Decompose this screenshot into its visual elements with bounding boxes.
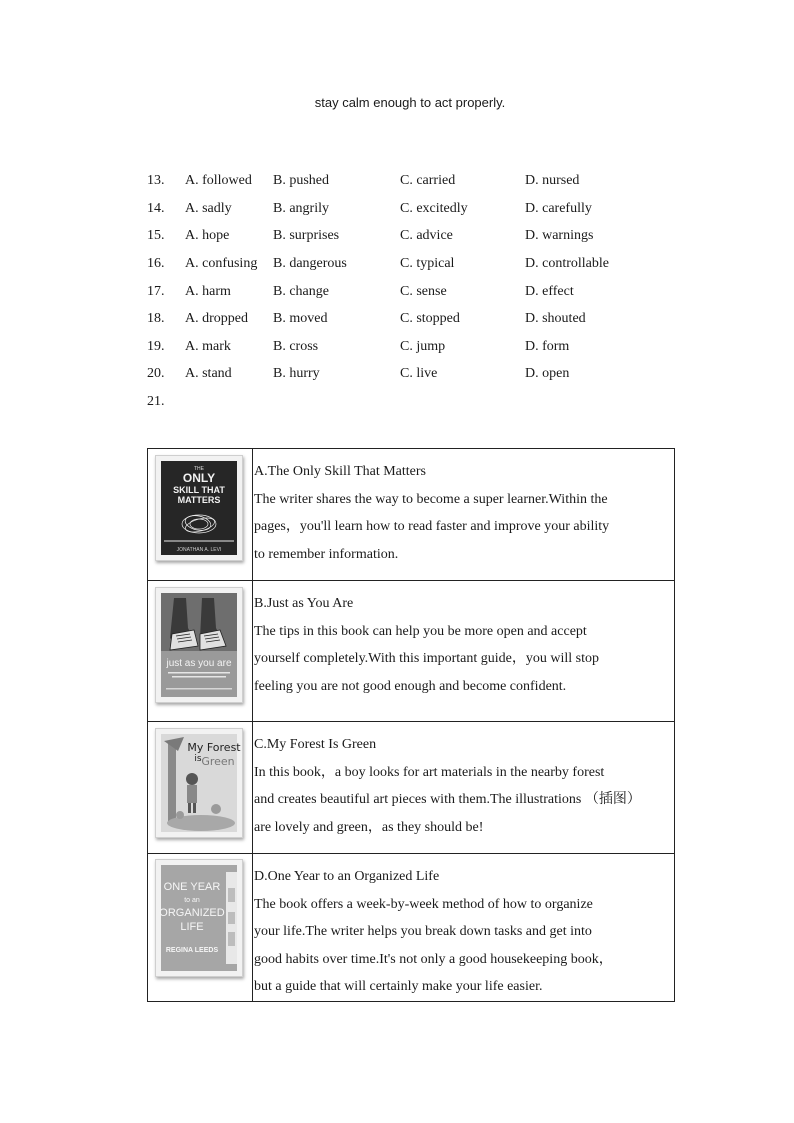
book-title: A.The Only Skill That Matters bbox=[254, 464, 426, 479]
book-description-line: your life.The writer helps you break down tasks and get into bbox=[254, 924, 592, 940]
book-description-line: The tips in this book can help you be more open and accept bbox=[254, 623, 587, 639]
option-d: D. warnings bbox=[525, 228, 594, 243]
question-number: 21. bbox=[147, 394, 165, 409]
option-a: A. stand bbox=[185, 366, 232, 381]
book-description-line: but a guide that will certainly make your life easier. bbox=[254, 979, 543, 995]
book-description-line: to remember information. bbox=[254, 546, 399, 562]
option-c: C. excitedly bbox=[400, 201, 468, 216]
book-description-line: pages，you'll learn how to read faster and improve your ability bbox=[254, 519, 610, 535]
book-description-line: The book offers a week-by-week method of how to organize bbox=[254, 896, 593, 912]
option-d: D. shouted bbox=[525, 311, 586, 326]
option-a: A. hope bbox=[185, 228, 230, 243]
book-description-line: feeling you are not good enough and become confident. bbox=[254, 678, 567, 694]
option-c: C. carried bbox=[400, 173, 456, 188]
question-number: 16. bbox=[147, 256, 165, 271]
book-description-line: and creates beautiful art pieces with them.The illustrations （插图） bbox=[254, 792, 641, 808]
question-number: 15. bbox=[147, 228, 165, 243]
option-b: B. change bbox=[273, 284, 329, 299]
book-cover-cell bbox=[148, 449, 253, 581]
option-d: D. nursed bbox=[525, 173, 580, 188]
cover-text: is bbox=[194, 754, 202, 764]
option-d: D. effect bbox=[525, 284, 574, 299]
option-c: C. stopped bbox=[400, 311, 460, 326]
option-c: C. typical bbox=[400, 256, 455, 271]
book-title: C.My Forest Is Green bbox=[254, 737, 377, 752]
book-row bbox=[148, 854, 675, 1002]
book-description-line: yourself completely.With this important guide，you will stop bbox=[254, 651, 599, 667]
question-number: 13. bbox=[147, 173, 165, 188]
question-number: 14. bbox=[147, 201, 165, 216]
option-b: B. cross bbox=[273, 339, 319, 354]
book-cover-cell bbox=[148, 854, 253, 1002]
cover-text: ONLY bbox=[182, 471, 216, 485]
option-a: A. dropped bbox=[185, 311, 248, 326]
book-description-line: are lovely and green，as they should be! bbox=[254, 819, 484, 835]
option-b: B. surprises bbox=[273, 228, 340, 243]
cover-text: ONE YEAR bbox=[163, 881, 221, 893]
option-d: D. form bbox=[525, 339, 570, 354]
option-c: C. sense bbox=[400, 284, 447, 299]
option-b: B. dangerous bbox=[273, 256, 347, 271]
cover-text: THE bbox=[194, 466, 204, 472]
question-number: 20. bbox=[147, 366, 165, 381]
cover-text: MATTERS bbox=[177, 495, 221, 505]
cover-text: LIFE bbox=[180, 921, 204, 933]
book-description-line: The writer shares the way to become a super learner.Within the bbox=[254, 491, 608, 507]
book-table bbox=[147, 448, 675, 1002]
option-a: A. confusing bbox=[185, 256, 258, 271]
cover-text: to an bbox=[184, 897, 200, 904]
option-c: C. jump bbox=[400, 339, 446, 354]
book-description-cell bbox=[253, 722, 675, 854]
book-cover-image bbox=[155, 587, 243, 703]
option-b: B. moved bbox=[273, 311, 328, 326]
option-d: D. controllable bbox=[525, 256, 609, 271]
cover-text: My Forest bbox=[187, 741, 241, 754]
question-number: 19. bbox=[147, 339, 165, 354]
book-description-line: In this book，a boy looks for art materials in the nearby forest bbox=[254, 764, 605, 780]
cover-author: REGINA LEEDS bbox=[165, 947, 219, 954]
question-number: 17. bbox=[147, 284, 165, 299]
book-title: D.One Year to an Organized Life bbox=[254, 869, 440, 884]
question-number: 18. bbox=[147, 311, 165, 326]
book-description-line: good habits over time.It's not only a good housekeeping book， bbox=[254, 951, 613, 967]
book-cover-image bbox=[155, 455, 243, 561]
option-a: A. mark bbox=[185, 339, 231, 354]
cover-text: Green bbox=[201, 755, 235, 768]
option-c: C. live bbox=[400, 366, 438, 381]
intro-line: stay calm enough to act properly. bbox=[314, 95, 506, 110]
cover-text: SKILL THAT bbox=[173, 485, 225, 495]
book-row bbox=[148, 449, 675, 581]
option-c: C. advice bbox=[400, 228, 453, 243]
cover-author: JONATHAN A. LEVI bbox=[176, 547, 222, 553]
option-b: B. pushed bbox=[273, 173, 329, 188]
book-cover-cell bbox=[148, 581, 253, 722]
option-d: D. carefully bbox=[525, 201, 592, 216]
book-cover-image bbox=[155, 728, 243, 838]
cover-text: ORGANIZED bbox=[159, 907, 225, 919]
book-row bbox=[148, 722, 675, 854]
book-description-cell bbox=[253, 854, 675, 1002]
option-a: A. sadly bbox=[185, 201, 232, 216]
book-description-cell bbox=[253, 449, 675, 581]
book-description-cell bbox=[253, 581, 675, 722]
option-a: A. followed bbox=[185, 173, 252, 188]
cover-text: just as you are bbox=[166, 658, 232, 669]
option-a: A. harm bbox=[185, 284, 231, 299]
option-b: B. angrily bbox=[273, 201, 329, 216]
book-cover-image bbox=[155, 859, 243, 977]
option-b: B. hurry bbox=[273, 366, 320, 381]
book-row bbox=[148, 581, 675, 722]
book-cover-cell bbox=[148, 722, 253, 854]
book-title: B.Just as You Are bbox=[254, 596, 354, 611]
option-d: D. open bbox=[525, 366, 570, 381]
